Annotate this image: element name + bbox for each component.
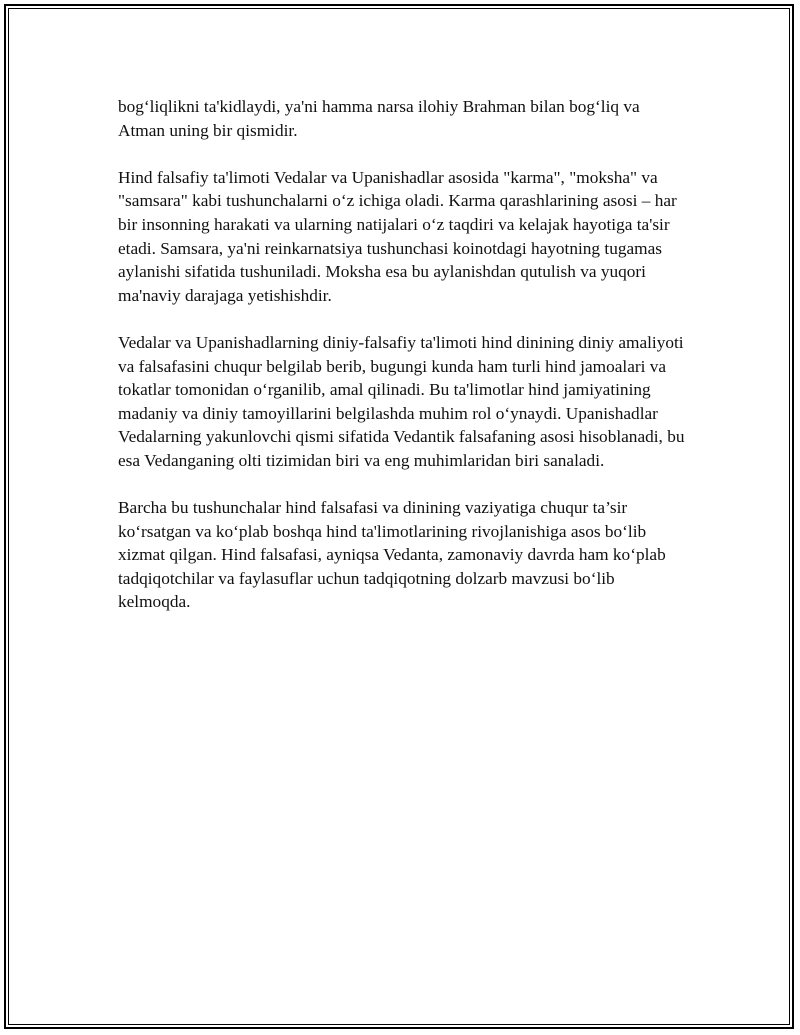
document-body: [118, 95, 688, 638]
paragraph-3: Vedalar va Upanishadlarning diniy-falsafiy ta'limoti hind dinining diniy amaliyoti va falsafasini chuqur belgilab berib, bugungi kunda ham turli hind jamoalari va tokatlar tomonidan o‘rganilib, amal qilinadi. Bu ta'limotlar hind jamiyatining madaniy va diniy tamoyillarini belgilashda muhim rol o‘ynaydi. Upanishadlar Vedalarning yakunlovchi qismi sifatida Vedantik falsafaning asosi hisoblanadi, bu esa Vedanganing olti tizimidan biri va eng muhimlaridan biri sanaladi.: [118, 332, 685, 470]
paragraph-1: bog‘liqlikni ta'kidlaydi, ya'ni hamma narsa ilohiy Brahman bilan bog‘liq va Atman uning bir qismidir.: [118, 97, 640, 140]
paragraph-4: Barcha bu tushunchalar hind falsafasi va dinining vaziyatiga chuqur ta’sir ko‘rsatgan va ko‘plab boshqa hind ta'limotlarining rivojlanishiga asos bo‘lib xizmat qilgan. Hind falsafasi, ayniqsa Vedanta, zamonaviy davrda ham ko‘plab tadqiqotchilar va faylasuflar uchun tadqiqotning dolzarb mavzusi bo‘lib kelmoqda.: [118, 498, 666, 612]
paragraph-2: Hind falsafiy ta'limoti Vedalar va Upanishadlar asosida "karma", "moksha" va "samsara" kabi tushunchalarni o‘z ichiga oladi. Karma qarashlarining asosi – har bir insonning harakati va ularning natijalari o‘z taqdiri va kelajak hayotiga ta'sir etadi. Samsara, ya'ni reinkarnatsiya tushunchasi koinotdagi hayotning tugamas aylanishi sifatida tushuniladi. Moksha esa bu aylanishdan qutulish va yuqori ma'naviy darajaga yetishishdir.: [118, 167, 677, 305]
